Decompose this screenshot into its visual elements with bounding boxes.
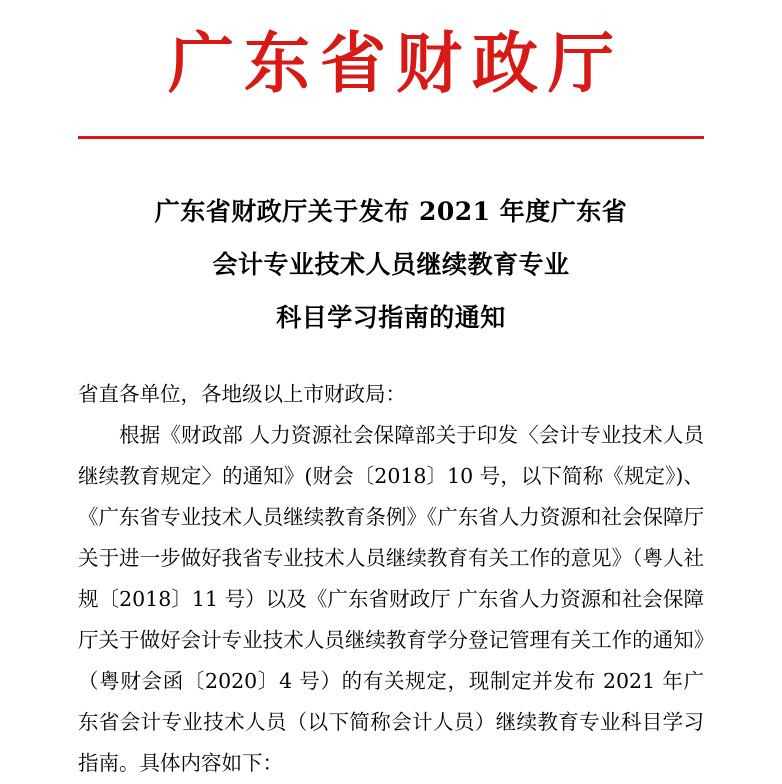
issuing-organization: 广东省财政厅 (168, 24, 624, 102)
document-title-line-1: 广东省财政厅关于发布 2021 年度广东省 (154, 196, 628, 226)
salutation: 省直各单位，各地级以上市财政局： (78, 381, 406, 406)
letterhead-divider (78, 136, 704, 139)
document-title (78, 185, 704, 344)
body-paragraph-1: 根据《财政部 人力资源社会保障部关于印发〈会计专业技术人员继续教育规定〉的通知》(财会〔2018〕10 号，以下简称《规定》)、《广东省专业技术人员继续教育条例》《广东省人力资源和社会保障厅关于进一步做好我省专业技术人员继续教育有关工作的意见》（粤人社规〔2018〕11 号）以及《广东省财政厅 广东省人力资源和社会保障厅关于做好会计专业技术人员继续教育学分登记管理有关工作的通知》（粤财会函〔2020〕4 号）的有关规定，现制定并发布 2021 年广东省会计专业技术人员（以下简称会计人员）继续教育专业科目学习指南。具体内容如下： (78, 422, 704, 775)
letterhead (78, 0, 704, 139)
document-body (78, 374, 704, 784)
document-title-line-2: 会计专业技术人员继续教育专业 (212, 249, 570, 279)
document-title-line-3: 科目学习指南的通知 (276, 302, 506, 332)
